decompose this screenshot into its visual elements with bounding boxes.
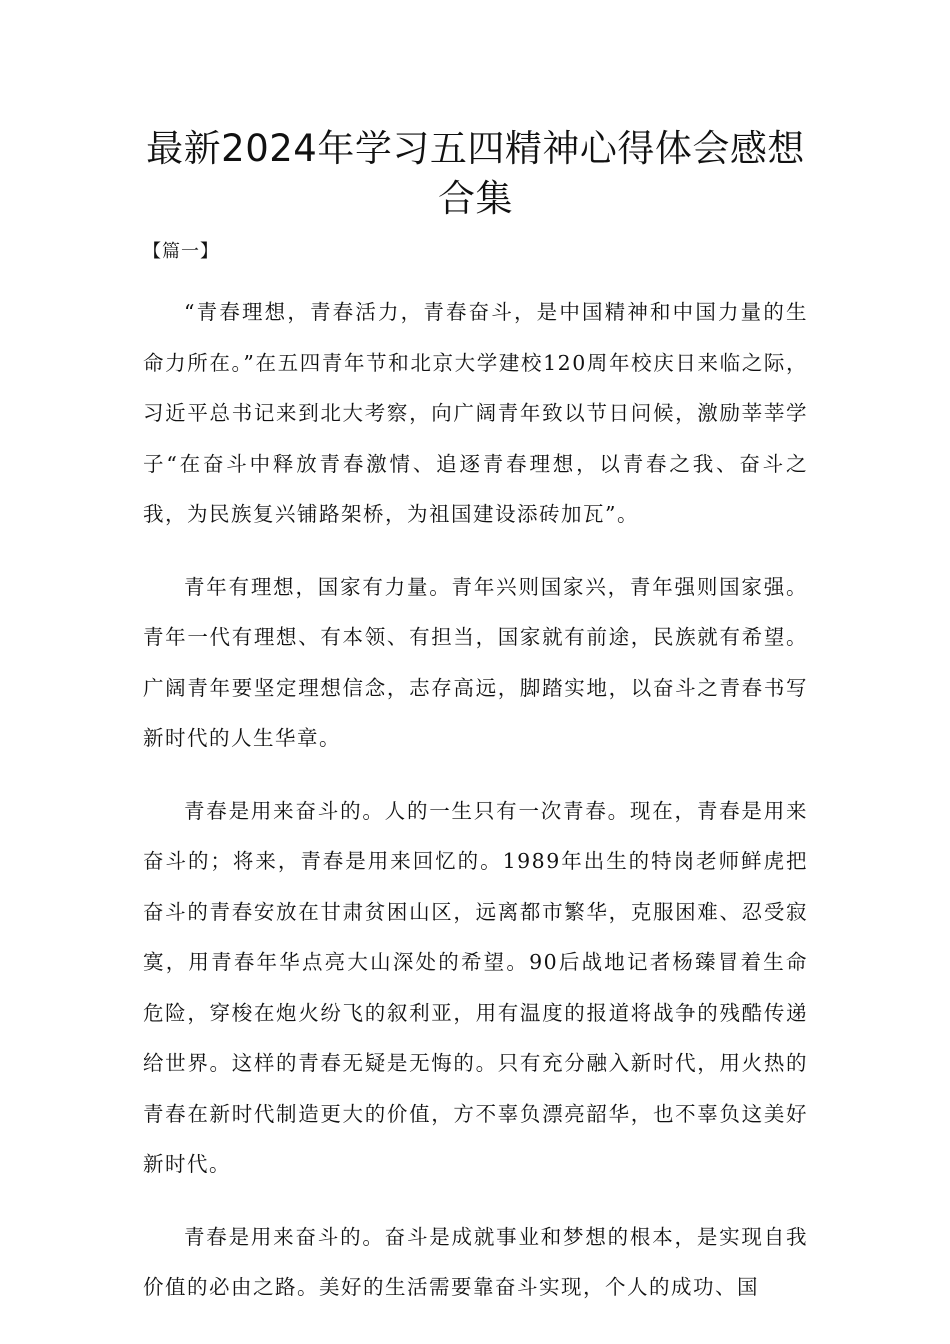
paragraph-2: 青年有理想，国家有力量。青年兴则国家兴，青年强则国家强。青年一代有理想、有本领、有担当，国家就有前途，民族就有希望。广阔青年要坚定理想信念，志存高远，脚踏实地，以奋斗之青春书写新时代的人生华章。 — [143, 574, 808, 750]
document-title: 最新2024年学习五四精神心得体会感想合集 — [146, 127, 805, 220]
paragraph-4: 青春是用来奋斗的。奋斗是成就事业和梦想的根本，是实现自我价值的必由之路。美好的生活需要靠奋斗实现，个人的成功、国 — [143, 1224, 808, 1299]
paragraph-1: “青春理想，青春活力，青春奋斗，是中国精神和中国力量的生命力所在。”在五四青年节和北京大学建校120周年校庆日来临之际，习近平总书记来到北大考察，向广阔青年致以节日问候，激励莘莘学子“在奋斗中释放青春激情、追逐青春理想，以青春之我、奋斗之我，为民族复兴铺路架桥，为祖国建设添砖加瓦”。 — [143, 300, 808, 526]
paragraph-3: 青春是用来奋斗的。人的一生只有一次青春。现在，青春是用来奋斗的；将来，青春是用来回忆的。1989年出生的特岗老师鲜虎把奋斗的青春安放在甘肃贫困山区，远离都市繁华，克服困难、忍受寂寞，用青春年华点亮大山深处的希望。90后战地记者杨臻冒着生命危险，穿梭在炮火纷飞的叙利亚，用有温度的报道将战争的残酷传递给世界。这样的青春无疑是无悔的。只有充分融入新时代，用火热的青春在新时代制造更大的价值，方不辜负漂亮韶华，也不辜负这美好新时代。 — [143, 798, 808, 1176]
section-heading: 【篇一】 — [143, 241, 219, 262]
